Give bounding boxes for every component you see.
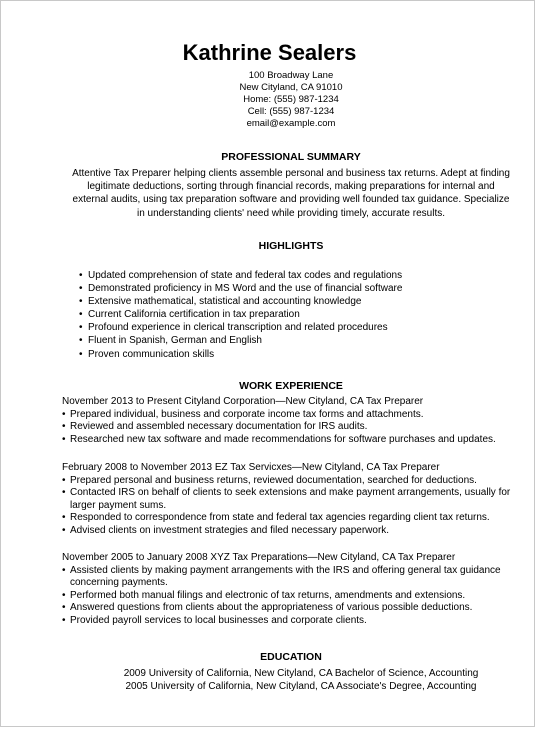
job-entry — [62, 552, 537, 627]
education-entry: 2005 University of California, New Cityland, CA Associate's Degree, Accounting — [125, 681, 477, 692]
job-duty: • Performed both manual filings and electronic of tax returns, amendments and extensions. — [62, 590, 537, 603]
contact-address: 100 Broadway Lane — [248, 70, 334, 81]
experience-heading: WORK EXPERIENCE — [239, 380, 343, 392]
job-duty: • Advised clients on investment strategies and filed necessary paperwork. — [62, 525, 537, 538]
summary-line: external audits, using tax preparation software and providing well founded tax guidance. Specialize — [72, 194, 510, 206]
highlight-item: • Current California certification in tax preparation — [79, 308, 402, 321]
education-entry: 2009 University of California, New Cityland, CA Bachelor of Science, Accounting — [123, 668, 479, 679]
job-duty: • Answered questions from clients about the appropriateness of various possible deductions. — [62, 602, 537, 615]
highlight-item: • Profound experience in clerical transcription and related procedures — [79, 321, 402, 334]
job-duty: • Contacted IRS on behalf of clients to seek extensions and make payment arrangements, usually for larger payment sums. — [62, 487, 537, 512]
job-duties — [62, 409, 537, 447]
highlight-item: • Proven communication skills — [79, 348, 402, 361]
summary-heading: PROFESSIONAL SUMMARY — [221, 151, 361, 163]
education-list — [1, 667, 537, 693]
contact-email: email@example.com — [246, 118, 336, 129]
job-duty: • Responded to correspondence from state and federal tax agencies regarding client tax returns. — [62, 512, 537, 525]
job-title: February 2008 to November 2013 EZ Tax Servicxes—New Cityland, CA Tax Preparer — [62, 462, 440, 473]
contact-city: New Cityland, CA 91010 — [239, 82, 343, 93]
job-title: November 2013 to Present Cityland Corporation—New Cityland, CA Tax Preparer — [62, 396, 424, 407]
education-heading: EDUCATION — [260, 651, 322, 663]
job-duties — [62, 565, 537, 628]
job-entry — [62, 462, 537, 537]
job-duty: • Researched new tax software and made recommendations for software purchases and updates. — [62, 434, 537, 447]
job-duty: • Prepared personal and business returns, reviewed documentation, searched for deductions. — [62, 475, 537, 488]
highlight-item: • Updated comprehension of state and federal tax codes and regulations — [79, 269, 402, 282]
job-duties — [62, 475, 537, 538]
highlight-item: • Extensive mathematical, statistical and accounting knowledge — [79, 295, 402, 308]
job-title: November 2005 to January 2008 XYZ Tax Preparations—New Cityland, CA Tax Preparer — [62, 552, 456, 563]
summary-line: in understanding clients' need while providing timely, accurate results. — [137, 207, 445, 219]
job-duty: • Reviewed and assembled necessary documentation for IRS audits. — [62, 421, 537, 434]
summary-line: Attentive Tax Preparer helping clients assemble personal and business tax returns. Adept at finding — [72, 168, 510, 179]
highlight-item: • Fluent in Spanish, German and English — [79, 334, 402, 347]
job-duty: • Assisted clients by making payment arrangements with the IRS and offering general tax guidance concerning payments. — [62, 565, 537, 590]
job-duty: • Provided payroll services to local businesses and corporate clients. — [62, 615, 537, 628]
job-entry — [62, 396, 537, 446]
summary-text — [51, 167, 531, 220]
contact-cell-phone: Cell: (555) 987-1234 — [247, 106, 335, 117]
contact-home-phone: Home: (555) 987-1234 — [243, 94, 339, 105]
highlight-item: • Demonstrated proficiency in MS Word and the use of financial software — [79, 282, 402, 295]
job-duty: • Prepared individual, business and corporate income tax forms and attachments. — [62, 409, 537, 422]
highlights-heading: HIGHLIGHTS — [258, 240, 324, 252]
summary-line: legitimate deductions, sorting through financial records, making preparations for internal and — [87, 181, 495, 193]
contact-block — [1, 70, 537, 130]
candidate-name: Kathrine Sealers — [182, 40, 357, 65]
highlights-list — [79, 269, 402, 361]
